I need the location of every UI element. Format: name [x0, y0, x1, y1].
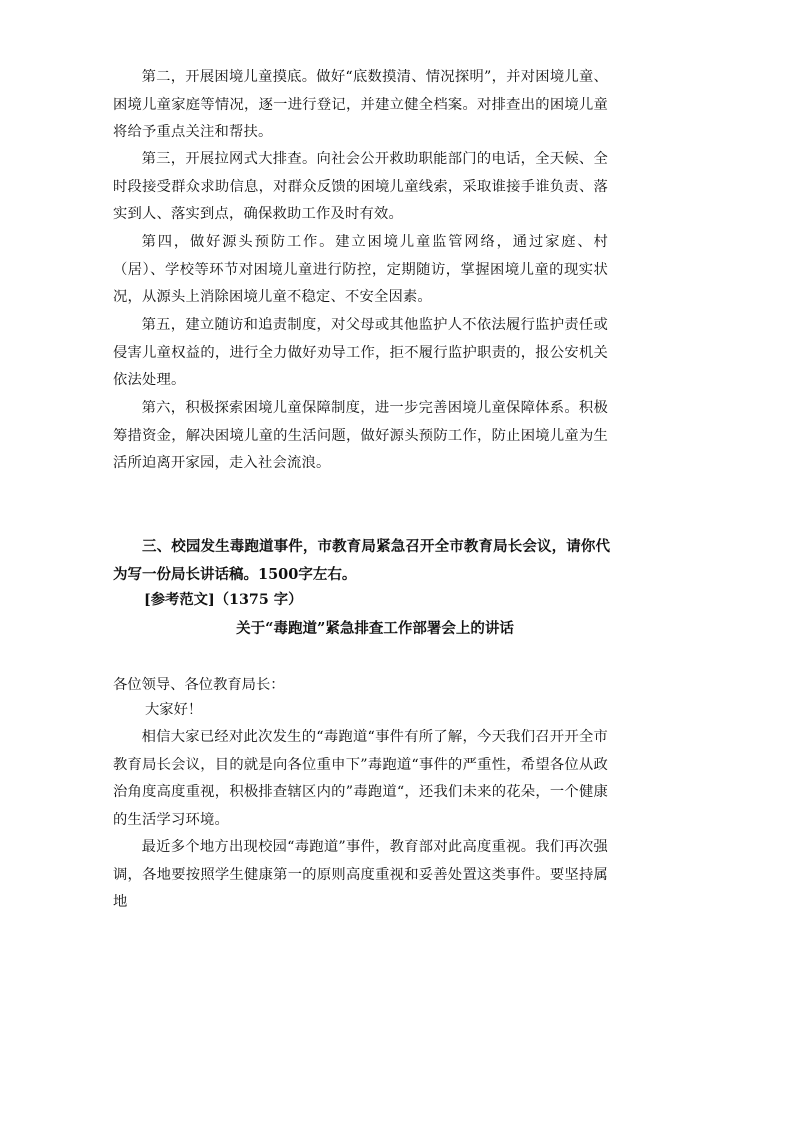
speech-paragraph-intro: 相信大家已经对此次发生的“毒跑道“事件有所了解，今天我们召开开全市教育局长会议，目的就是向各位重申下”毒跑道“事件的严重性，希望各位从政治角度高度重视，积极排查辖区内的”毒跑道“，还我们未来的花朵，一个健康的生活学习环境。 — [113, 729, 608, 828]
greeting: 大家好！ — [145, 702, 203, 718]
speech-title: 关于“毒跑道”紧急排查工作部署会上的讲话 — [236, 620, 514, 637]
paragraph-sixth-measure: 第六，积极探索困境儿童保障制度，进一步完善困境儿童保障体系。积极筹措资金，解决困境儿童的生活问题，做好源头预防工作，防止困境儿童为生活所迫离开家园，走入社会流浪。 — [113, 400, 608, 471]
reference-label: [参考范文]（1375 字） — [144, 592, 303, 608]
question-heading: 三、校园发生毒跑道事件，市教育局紧急召开全市教育局长会议，请你代为写一份局长讲话稿。1500字左右。 — [113, 538, 610, 583]
paragraph-fourth-measure: 第四，做好源头预防工作。建立困境儿童监管网络，通过家庭、村（居）、学校等环节对困境儿童进行防控，定期随访，掌握困境儿童的现实状况，从源头上消除困境儿童不稳定、不安全因素。 — [113, 234, 608, 305]
salutation: 各位领导、各位教育局长： — [113, 677, 285, 693]
speech-paragraph-recent-events: 最近多个地方出现校园“毒跑道”事件，教育部对此高度重视。我们再次强调，各地要按照学生健康第一的原则高度重视和妥善处置这类事件。要坚持属地 — [113, 839, 608, 910]
paragraph-fifth-measure: 第五，建立随访和追责制度，对父母或其他监护人不依法履行监护责任或侵害儿童权益的，进行全力做好劝导工作，拒不履行监护职责的，报公安机关依法处理。 — [113, 317, 608, 388]
paragraph-third-measure: 第三，开展拉网式大排查。向社会公开救助职能部门的电话，全天候、全时段接受群众求助信息，对群众反馈的困境儿童线索，采取谁接手谁负责、落实到人、落实到点，确保救助工作及时有效。 — [113, 151, 608, 222]
paragraph-second-measure: 第二，开展困境儿童摸底。做好“底数摸清、情况探明”，并对困境儿童、困境儿童家庭等情况，逐一进行登记，并建立健全档案。对排查出的困境儿童将给予重点关注和帮扶。 — [113, 69, 608, 140]
